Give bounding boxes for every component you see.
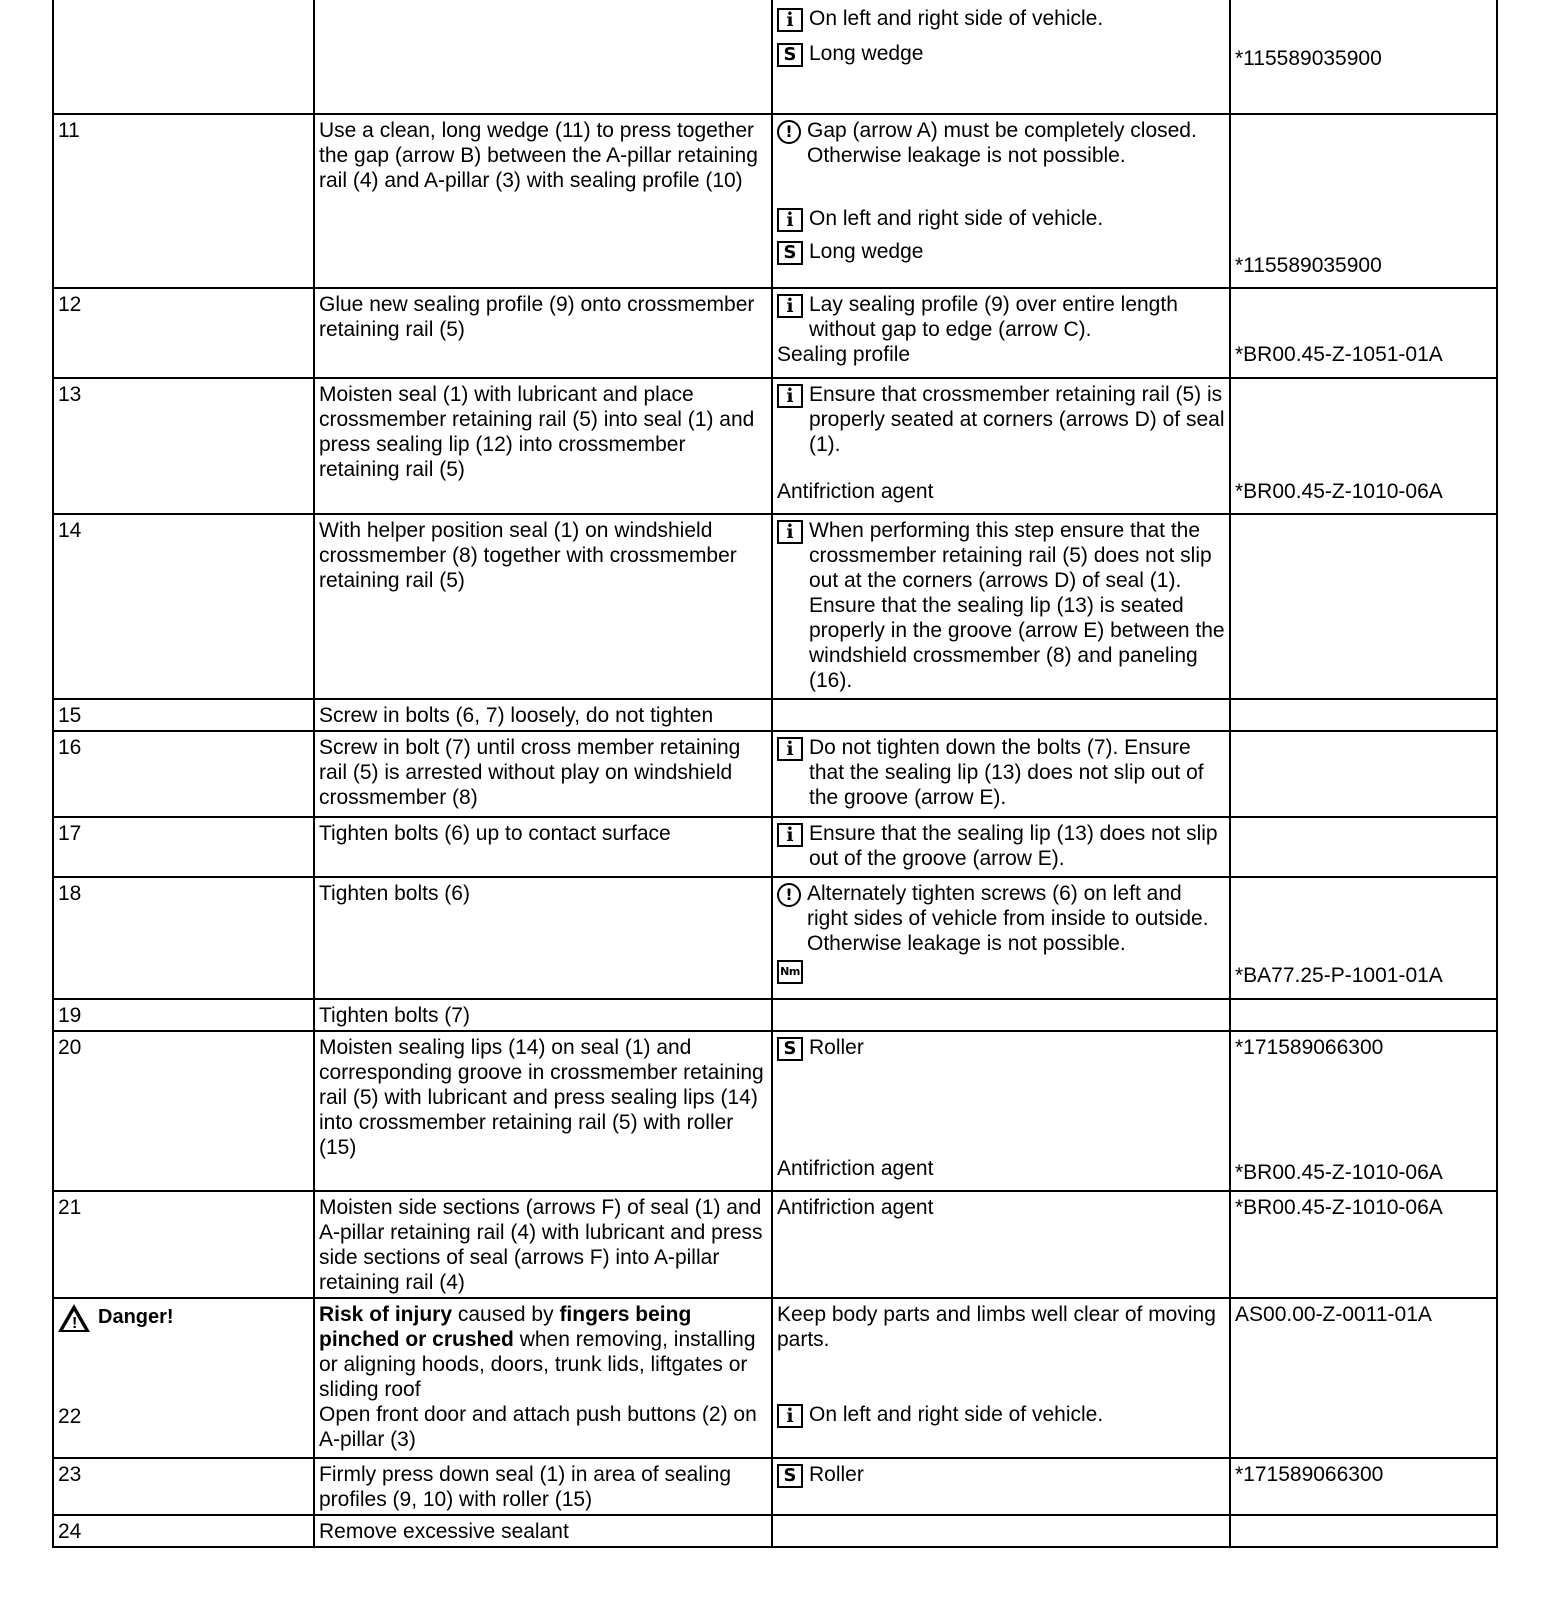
notes-cell xyxy=(772,1458,1230,1515)
note-text: Lay sealing profile (9) over entire length without gap to edge (arrow C). xyxy=(809,293,1178,341)
danger-note: Keep body parts and limbs well clear of moving parts. xyxy=(777,1303,1216,1351)
step-cell: 17 xyxy=(53,817,314,877)
note-line xyxy=(777,958,1225,982)
torque-nm-icon: Nm xyxy=(777,960,803,984)
notes-cell xyxy=(772,1191,1230,1298)
note-line xyxy=(777,41,1225,66)
note-text: When performing this step ensure that the crossmember retaining rail (5) does not slip out at the corners (arrows D) of seal (1). Ensure that the sealing lip (13) is seated properly in the groove (arrow E) between the windshield crossmember (8) and paneling (16). xyxy=(809,519,1225,692)
document-reference: *BA77.25-P-1001-01A xyxy=(1235,964,1443,987)
ref-cell xyxy=(1230,999,1497,1031)
step-cell: 20 xyxy=(53,1031,314,1191)
action-cell: Tighten bolts (6) up to contact surface xyxy=(314,817,772,877)
note-line xyxy=(777,6,1225,31)
note-line xyxy=(777,735,1225,810)
table-row xyxy=(53,114,1497,288)
special-tool-icon: S xyxy=(777,241,803,265)
action-cell: Screw in bolt (7) until cross member retaining rail (5) is arrested without play on windshield crossmember (8) xyxy=(314,731,772,817)
info-icon: i xyxy=(777,520,803,544)
notes-cell xyxy=(772,1298,1230,1458)
warning-triangle-icon: ! xyxy=(58,1304,90,1332)
special-tool-icon: S xyxy=(777,1037,803,1061)
table-row xyxy=(53,0,1497,114)
action-cell: Tighten bolts (6) xyxy=(314,877,772,999)
table-row xyxy=(53,877,1497,999)
document-reference: AS00.00-Z-0011-01A xyxy=(1235,1303,1432,1326)
action-cell: Firmly press down seal (1) in area of sealing profiles (9, 10) with roller (15) xyxy=(314,1458,772,1515)
notes-cell xyxy=(772,731,1230,817)
info-icon: i xyxy=(777,384,803,408)
action-cell: Remove excessive sealant xyxy=(314,1515,772,1547)
info-icon: i xyxy=(777,737,803,761)
step-cell: 11 xyxy=(53,114,314,288)
step-cell: 19 xyxy=(53,999,314,1031)
ref-cell xyxy=(1230,378,1497,514)
action-cell: Moisten seal (1) with lubricant and place crossmember retaining rail (5) into seal (1) and press sealing lip (12) into crossmember retaining rail (5) xyxy=(314,378,772,514)
table-row xyxy=(53,1515,1497,1547)
note-line xyxy=(777,1402,1225,1427)
table-row xyxy=(53,1191,1497,1298)
note-text: Roller xyxy=(809,1036,864,1059)
note-text: Roller xyxy=(809,1463,864,1486)
step-cell xyxy=(53,1298,314,1458)
notes-cell xyxy=(772,817,1230,877)
danger-label xyxy=(58,1302,309,1332)
note-text: Antifriction agent xyxy=(777,480,934,503)
document-reference: *115589035900 xyxy=(1235,47,1382,70)
note-text: Ensure that the sealing lip (13) does not slip out of the groove (arrow E). xyxy=(809,822,1218,870)
document-reference: *BR00.45-Z-1010-06A xyxy=(1235,1161,1443,1184)
notes-cell xyxy=(772,877,1230,999)
ref-cell xyxy=(1230,114,1497,288)
document-reference: *115589035900 xyxy=(1235,254,1382,277)
note-text: Ensure that crossmember retaining rail (5) is properly seated at corners (arrows D) of seal (1). xyxy=(809,383,1225,456)
table-row xyxy=(53,378,1497,514)
notes-cell xyxy=(772,114,1230,288)
action-cell: Glue new sealing profile (9) onto crossmember retaining rail (5) xyxy=(314,288,772,378)
step-cell: 13 xyxy=(53,378,314,514)
note-line xyxy=(777,881,1225,956)
info-icon: i xyxy=(777,208,803,232)
action-cell: Use a clean, long wedge (11) to press together the gap (arrow B) between the A-pillar retaining rail (4) and A-pillar (3) with sealing profile (10) xyxy=(314,114,772,288)
step-cell: 24 xyxy=(53,1515,314,1547)
ref-cell xyxy=(1230,877,1497,999)
note-line xyxy=(777,118,1225,168)
notes-cell xyxy=(772,0,1230,114)
action-cell: With helper position seal (1) on windshield crossmember (8) together with crossmember retaining rail (5) xyxy=(314,514,772,699)
notes-cell xyxy=(772,1031,1230,1191)
ref-cell xyxy=(1230,1298,1497,1458)
note-text: On left and right side of vehicle. xyxy=(809,207,1104,230)
action-cell: Screw in bolts (6, 7) loosely, do not tighten xyxy=(314,699,772,731)
note-text: Alternately tighten screws (6) on left and right sides of vehicle from inside to outside. Otherwise leakage is not possible. xyxy=(807,882,1209,955)
danger-message: Risk of injury caused by fingers being pinched or crushed when removing, installing or aligning hoods, doors, trunk lids, liftgates or sliding roof xyxy=(319,1303,756,1401)
info-icon: i xyxy=(777,8,803,32)
ref-cell xyxy=(1230,288,1497,378)
info-icon: i xyxy=(777,823,803,847)
table-row xyxy=(53,999,1497,1031)
table-row xyxy=(53,1458,1497,1515)
table-row xyxy=(53,731,1497,817)
note-text: On left and right side of vehicle. xyxy=(809,1403,1104,1426)
document-reference: *BR00.45-Z-1051-01A xyxy=(1235,343,1443,366)
notice-icon: ! xyxy=(777,883,801,907)
ref-cell xyxy=(1230,0,1497,114)
danger-text: Danger! xyxy=(98,1305,174,1328)
note-text: Sealing profile xyxy=(777,343,911,366)
note-text: Long wedge xyxy=(809,42,924,65)
note-line xyxy=(777,1462,1225,1487)
table-row xyxy=(53,514,1497,699)
ref-cell: *171589066300 xyxy=(1230,1458,1497,1515)
notes-cell xyxy=(772,1515,1230,1547)
note-text: Do not tighten down the bolts (7). Ensure that the sealing lip (13) does not slip out of the groove (arrow E). xyxy=(809,736,1204,809)
ref-cell xyxy=(1230,1515,1497,1547)
notes-cell xyxy=(772,699,1230,731)
notes-cell xyxy=(772,378,1230,514)
notice-icon: ! xyxy=(777,120,801,144)
step-cell: 14 xyxy=(53,514,314,699)
step-cell: 23 xyxy=(53,1458,314,1515)
action-cell: Moisten sealing lips (14) on seal (1) and corresponding groove in crossmember retaining rail (5) with lubricant and press sealing lips (14) into crossmember retaining rail (5) with roller (15) xyxy=(314,1031,772,1191)
note-line xyxy=(777,206,1225,231)
step-cell xyxy=(53,0,314,114)
step-number: 22 xyxy=(58,1405,82,1428)
action-cell: Moisten side sections (arrows F) of seal (1) and A-pillar retaining rail (4) with lubricant and press side sections of seal (arrows F) into A-pillar retaining rail (4) xyxy=(314,1191,772,1298)
note-text: On left and right side of vehicle. xyxy=(809,7,1104,30)
note-line xyxy=(777,518,1225,693)
table-row xyxy=(53,699,1497,731)
note-line xyxy=(777,382,1225,457)
special-tool-icon: S xyxy=(777,1464,803,1488)
table-row xyxy=(53,817,1497,877)
ref-cell xyxy=(1230,1031,1497,1191)
note-text: Long wedge xyxy=(809,240,924,263)
step-cell: 16 xyxy=(53,731,314,817)
note-text: Antifriction agent xyxy=(777,1157,934,1180)
table-row xyxy=(53,288,1497,378)
special-tool-icon: S xyxy=(777,43,803,67)
ref-cell xyxy=(1230,731,1497,817)
procedure-document xyxy=(52,0,1496,1548)
notes-cell xyxy=(772,999,1230,1031)
action-text: Open front door and attach push buttons (2) on A-pillar (3) xyxy=(319,1403,757,1451)
step-cell: 21 xyxy=(53,1191,314,1298)
table-row xyxy=(53,1298,1497,1458)
notes-cell xyxy=(772,514,1230,699)
step-cell: 18 xyxy=(53,877,314,999)
note-text: Gap (arrow A) must be completely closed. Otherwise leakage is not possible. xyxy=(807,119,1197,167)
note-text: Antifriction agent xyxy=(777,1196,934,1219)
ref-cell xyxy=(1230,817,1497,877)
note-line xyxy=(777,821,1225,871)
info-icon: i xyxy=(777,1404,803,1428)
notes-cell xyxy=(772,288,1230,378)
step-cell: 12 xyxy=(53,288,314,378)
info-icon: i xyxy=(777,294,803,318)
ref-cell: *BR00.45-Z-1010-06A xyxy=(1230,1191,1497,1298)
action-cell xyxy=(314,0,772,114)
step-cell: 15 xyxy=(53,699,314,731)
action-cell xyxy=(314,1298,772,1458)
procedure-table xyxy=(52,0,1498,1548)
action-cell: Tighten bolts (7) xyxy=(314,999,772,1031)
ref-cell xyxy=(1230,699,1497,731)
document-reference: *171589066300 xyxy=(1235,1036,1384,1059)
ref-cell xyxy=(1230,514,1497,699)
note-line xyxy=(777,1035,1225,1060)
table-row xyxy=(53,1031,1497,1191)
note-line xyxy=(777,292,1225,342)
document-reference: *BR00.45-Z-1010-06A xyxy=(1235,480,1443,503)
note-line xyxy=(777,239,1225,264)
